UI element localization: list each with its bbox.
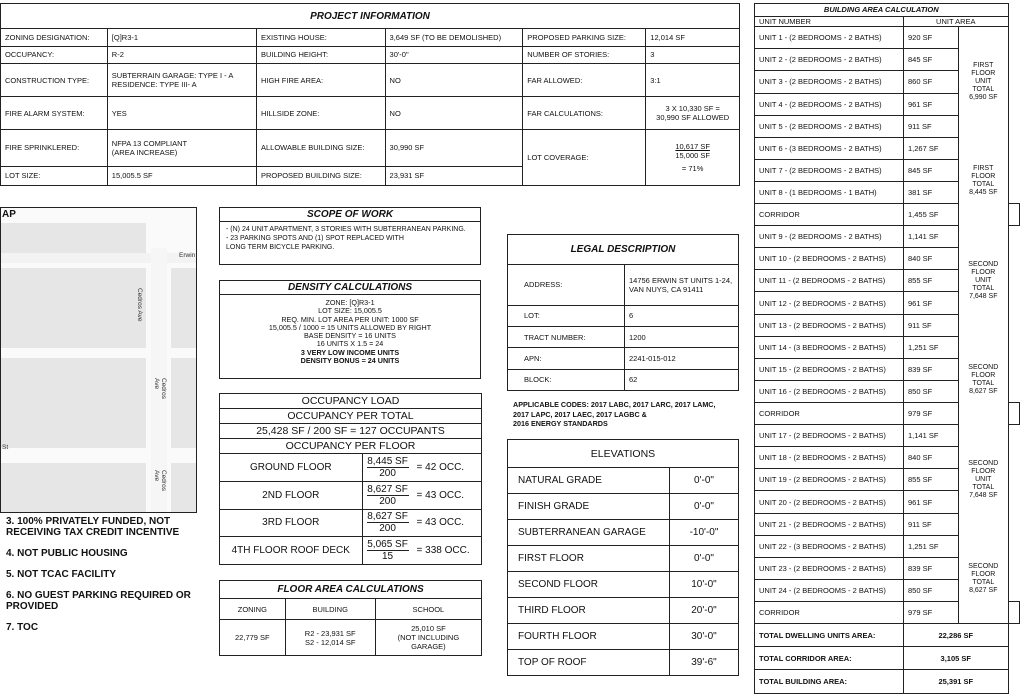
occupancy-result: = 338 OCC. bbox=[413, 537, 482, 565]
total-value: 25,391 SF bbox=[904, 670, 1009, 694]
occupancy-fraction bbox=[362, 481, 413, 509]
elevations-title: ELEVATIONS bbox=[508, 440, 739, 468]
unit-name: CORRIDOR bbox=[755, 602, 904, 624]
density-line: REQ. MIN. LOT AREA PER UNIT: 1000 SF bbox=[281, 314, 419, 324]
unit-name: UNIT 1 - (2 BEDROOMS - 2 BATHS) bbox=[755, 27, 904, 49]
unit-area: 920 SF bbox=[904, 27, 959, 49]
elevation-value: 0'-0" bbox=[670, 494, 739, 520]
unit-row bbox=[755, 226, 1020, 248]
floor-name: GROUND FLOOR bbox=[220, 454, 363, 482]
scope-of-work bbox=[219, 207, 481, 265]
unit-area: 839 SF bbox=[904, 358, 959, 380]
lot-coverage-denominator: 15,000 SF bbox=[675, 151, 710, 161]
elevation-value: 0'-0" bbox=[670, 546, 739, 572]
unit-area: 855 SF bbox=[904, 270, 959, 292]
unit-row bbox=[755, 425, 1020, 447]
unit-area: 911 SF bbox=[904, 314, 959, 336]
floor-area-value: 22,779 SF bbox=[220, 620, 286, 656]
total-row bbox=[755, 647, 1020, 670]
unit-area: 961 SF bbox=[904, 491, 959, 513]
lot-coverage-result: = 71% bbox=[681, 164, 704, 174]
total-row bbox=[755, 670, 1020, 694]
elevation-row bbox=[508, 649, 739, 675]
unit-area: 961 SF bbox=[904, 292, 959, 314]
note-item: 5. NOT TCAC FACILITY bbox=[6, 569, 116, 580]
info-label: FIRE SPRINKLERED: bbox=[1, 130, 108, 167]
elevation-row bbox=[508, 468, 739, 494]
occupancy-fraction bbox=[362, 454, 413, 482]
info-value: 15,005.5 SF bbox=[107, 166, 256, 185]
info-label: PROPOSED PARKING SIZE: bbox=[523, 29, 646, 46]
total-row bbox=[755, 624, 1020, 647]
elevation-label: FINISH GRADE bbox=[508, 494, 670, 520]
scope-text: - (N) 24 UNIT APARTMENT, 3 STORIES WITH SUBTERRANEAN PARKING. - 23 PARKING SPOTS AND (1) SPOT REPLACED WITH LONG TERM BICYCLE PARKING. bbox=[226, 226, 466, 251]
density-calculations bbox=[219, 280, 481, 379]
info-label: BUILDING HEIGHT: bbox=[256, 46, 385, 63]
unit-name: UNIT 16 - (2 BEDROOMS - 2 BATHS) bbox=[755, 380, 904, 402]
info-value: 30,990 SF bbox=[385, 130, 523, 167]
elevation-row bbox=[508, 597, 739, 623]
info-label: LOT SIZE: bbox=[1, 166, 108, 185]
unit-area: 840 SF bbox=[904, 447, 959, 469]
col-unit-number: UNIT NUMBER bbox=[755, 16, 904, 27]
note-item: 3. 100% PRIVATELY FUNDED, NOT RECEIVING TAX CREDIT INCENTIVE bbox=[6, 516, 180, 538]
unit-name: UNIT 6 - (3 BEDROOMS - 2 BATHS) bbox=[755, 137, 904, 159]
occupancy-floor-row bbox=[220, 481, 482, 509]
density-line: 15,005.5 / 1000 = 15 UNITS ALLOWED BY RIGHT bbox=[268, 322, 432, 332]
unit-area: 1,455 SF bbox=[904, 204, 959, 226]
floor-area-table bbox=[219, 580, 482, 656]
lot-coverage-numerator: 10,617 SF bbox=[675, 142, 710, 152]
legal-value: 2241-015-012 bbox=[625, 348, 739, 369]
legal-value: 62 bbox=[625, 369, 739, 390]
floor-area-header: BUILDING bbox=[285, 599, 375, 620]
unit-name: UNIT 20 - (2 BEDROOMS - 2 BATHS) bbox=[755, 491, 904, 513]
info-value: 3:1 bbox=[646, 64, 740, 97]
fraction-numerator: 5,065 SF bbox=[367, 539, 408, 551]
applicable-codes: APPLICABLE CODES: 2017 LABC, 2017 LARC, 2017 LAMC, 2017 LAPC, 2017 LAEC, 2017 LAGBC & 2016 ENERGY STANDARDS bbox=[513, 400, 716, 428]
elevation-value: 0'-0" bbox=[670, 468, 739, 494]
info-label: PROPOSED BUILDING SIZE: bbox=[256, 166, 385, 185]
unit-name: UNIT 24 - (2 BEDROOMS - 2 BATHS) bbox=[755, 579, 904, 601]
unit-area: 979 SF bbox=[904, 602, 959, 624]
unit-area: 855 SF bbox=[904, 469, 959, 491]
occupancy-title: OCCUPANCY LOAD bbox=[220, 394, 482, 409]
info-value: 30'-0" bbox=[385, 46, 523, 63]
unit-name: UNIT 5 - (2 BEDROOMS - 2 BATHS) bbox=[755, 115, 904, 137]
unit-name: UNIT 17 - (2 BEDROOMS - 2 BATHS) bbox=[755, 425, 904, 447]
density-line: BASE DENSITY = 16 UNITS bbox=[304, 331, 396, 341]
elevation-label: SECOND FLOOR bbox=[508, 572, 670, 598]
notes-list bbox=[6, 516, 206, 643]
elevation-value: 39'-6" bbox=[670, 649, 739, 675]
unit-name: UNIT 11 - (2 BEDROOMS - 2 BATHS) bbox=[755, 270, 904, 292]
fraction-denominator: 15 bbox=[381, 551, 394, 563]
total-value: 3,105 SF bbox=[904, 647, 1009, 670]
unit-name: UNIT 22 - (3 BEDROOMS - 2 BATHS) bbox=[755, 535, 904, 557]
legal-label: APN: bbox=[508, 348, 625, 369]
unit-area: 1,141 SF bbox=[904, 425, 959, 447]
occupancy-floor-row bbox=[220, 454, 482, 482]
legal-title: LEGAL DESCRIPTION bbox=[508, 235, 739, 265]
info-value: 23,931 SF bbox=[385, 166, 523, 185]
total-label: TOTAL DWELLING UNITS AREA: bbox=[755, 624, 904, 647]
info-label: NUMBER OF STORIES: bbox=[523, 46, 646, 63]
unit-area: 1,251 SF bbox=[904, 336, 959, 358]
elevation-label: TOP OF ROOF bbox=[508, 649, 670, 675]
info-value: 3,649 SF (TO BE DEMOLISHED) bbox=[385, 29, 523, 46]
info-value: NO bbox=[385, 97, 523, 130]
unit-area: 860 SF bbox=[904, 71, 959, 93]
info-label: ALLOWABLE BUILDING SIZE: bbox=[256, 130, 385, 167]
info-label: HILLSIDE ZONE: bbox=[256, 97, 385, 130]
legal-value: 6 bbox=[625, 305, 739, 326]
info-label: FAR CALCULATIONS: bbox=[523, 97, 646, 130]
floor-area-title: FLOOR AREA CALCULATIONS bbox=[220, 581, 482, 599]
occupancy-per-total-label: OCCUPANCY PER TOTAL bbox=[220, 409, 482, 424]
unit-name: UNIT 3 - (2 BEDROOMS - 2 BATHS) bbox=[755, 71, 904, 93]
density-line: ZONE: [Q]R3-1 bbox=[325, 298, 375, 307]
info-value: 3 bbox=[646, 46, 740, 63]
elevation-value: 30'-0" bbox=[670, 623, 739, 649]
occupancy-fraction bbox=[362, 509, 413, 537]
legal-label: LOT: bbox=[508, 305, 625, 326]
street-label: St bbox=[2, 444, 9, 451]
floor-area-value: R2 - 23,931 SF S2 - 12,014 SF bbox=[285, 620, 375, 656]
total-label: TOTAL BUILDING AREA: bbox=[755, 670, 904, 694]
legal-row bbox=[508, 326, 739, 347]
floor-group-blank bbox=[1008, 204, 1019, 226]
elevation-value: 20'-0" bbox=[670, 597, 739, 623]
unit-area: 911 SF bbox=[904, 513, 959, 535]
unit-name: UNIT 9 - (2 BEDROOMS - 2 BATHS) bbox=[755, 226, 904, 248]
elevation-value: 10'-0" bbox=[670, 572, 739, 598]
occupancy-per-floor-label: OCCUPANCY PER FLOOR bbox=[220, 439, 482, 454]
elevations-table bbox=[507, 439, 739, 676]
floor-group-total: SECOND FLOOR TOTAL 8,627 SF bbox=[959, 535, 1009, 623]
vicinity-map bbox=[0, 207, 197, 513]
floor-group-total: FIRST FLOOR UNIT TOTAL 6,990 SF bbox=[959, 27, 1009, 138]
info-value: YES bbox=[107, 97, 256, 130]
project-info-title: PROJECT INFORMATION bbox=[310, 10, 430, 22]
elevation-row bbox=[508, 572, 739, 598]
building-area-title: BUILDING AREA CALCULATION bbox=[755, 4, 1009, 17]
unit-row bbox=[755, 137, 1020, 159]
info-label: FIRE ALARM SYSTEM: bbox=[1, 97, 108, 130]
info-label: LOT COVERAGE: bbox=[523, 130, 646, 186]
total-value: 22,286 SF bbox=[904, 624, 1009, 647]
info-value: R-2 bbox=[107, 46, 256, 63]
street-label: Cedros Ave bbox=[153, 470, 167, 491]
occupancy-floor-row bbox=[220, 509, 482, 537]
info-label: FAR ALLOWED: bbox=[523, 64, 646, 97]
unit-name: UNIT 2 - (2 BEDROOMS - 2 BATHS) bbox=[755, 49, 904, 71]
building-area-table bbox=[754, 3, 1020, 694]
info-value: NO bbox=[385, 64, 523, 97]
map-title: AP bbox=[2, 209, 16, 220]
elevation-label: FOURTH FLOOR bbox=[508, 623, 670, 649]
floor-group-total: FIRST FLOOR TOTAL 8,445 SF bbox=[959, 137, 1009, 225]
fraction-denominator: 200 bbox=[379, 495, 396, 507]
info-value: [Q]R3-1 bbox=[107, 29, 256, 46]
street-label: Erwin bbox=[179, 252, 196, 259]
info-value: NFPA 13 COMPLIANT (AREA INCREASE) bbox=[107, 130, 256, 167]
occupancy-fraction bbox=[362, 537, 413, 565]
occupancy-total-calc: 25,428 SF / 200 SF = 127 OCCUPANTS bbox=[220, 424, 482, 439]
fraction-numerator: 8,445 SF bbox=[367, 455, 408, 467]
unit-area: 1,141 SF bbox=[904, 226, 959, 248]
unit-name: UNIT 7 - (2 BEDROOMS - 2 BATHS) bbox=[755, 159, 904, 181]
unit-area: 850 SF bbox=[904, 380, 959, 402]
scope-title: SCOPE OF WORK bbox=[220, 208, 480, 222]
unit-row bbox=[755, 27, 1020, 49]
legal-label: TRACT NUMBER: bbox=[508, 326, 625, 347]
floor-group-blank bbox=[1008, 602, 1019, 624]
unit-name: UNIT 8 - (1 BEDROOMS - 1 BATH) bbox=[755, 181, 904, 203]
legal-row bbox=[508, 305, 739, 326]
density-bold-line: 3 VERY LOW INCOME UNITS bbox=[300, 347, 400, 357]
col-unit-area: UNIT AREA bbox=[904, 16, 1009, 27]
floor-group-total: SECOND FLOOR TOTAL 8,627 SF bbox=[959, 336, 1009, 424]
unit-row bbox=[755, 535, 1020, 557]
project-info-row bbox=[1, 64, 740, 97]
unit-area: 911 SF bbox=[904, 115, 959, 137]
unit-name: UNIT 21 - (2 BEDROOMS - 2 BATHS) bbox=[755, 513, 904, 535]
legal-description-table bbox=[507, 234, 739, 391]
info-label: HIGH FIRE AREA: bbox=[256, 64, 385, 97]
info-value: 3 X 10,330 SF = 30,990 SF ALLOWED bbox=[646, 97, 740, 130]
unit-area: 840 SF bbox=[904, 248, 959, 270]
elevation-row bbox=[508, 623, 739, 649]
unit-area: 381 SF bbox=[904, 181, 959, 203]
project-info-row bbox=[1, 97, 740, 130]
floor-area-header: SCHOOL bbox=[375, 599, 481, 620]
unit-name: UNIT 23 - (2 BEDROOMS - 2 BATHS) bbox=[755, 557, 904, 579]
unit-area: 850 SF bbox=[904, 579, 959, 601]
density-line: 16 UNITS X 1.5 = 24 bbox=[316, 339, 384, 349]
unit-name: UNIT 13 - (2 BEDROOMS - 2 BATHS) bbox=[755, 314, 904, 336]
unit-area: 1,251 SF bbox=[904, 535, 959, 557]
note-item: 4. NOT PUBLIC HOUSING bbox=[6, 548, 128, 559]
info-value: SUBTERRAIN GARAGE: TYPE I - A RESIDENCE: TYPE III- A bbox=[107, 64, 256, 97]
fraction-numerator: 8,627 SF bbox=[367, 511, 408, 523]
project-info-table bbox=[0, 3, 740, 186]
density-bold-line: DENSITY BONUS = 24 UNITS bbox=[300, 356, 400, 366]
unit-row bbox=[755, 336, 1020, 358]
elevation-label: NATURAL GRADE bbox=[508, 468, 670, 494]
fraction-denominator: 200 bbox=[379, 467, 396, 479]
elevation-label: FIRST FLOOR bbox=[508, 546, 670, 572]
legal-value: 1200 bbox=[625, 326, 739, 347]
floor-group-blank bbox=[1008, 403, 1019, 425]
density-title: DENSITY CALCULATIONS bbox=[220, 281, 480, 295]
info-label: CONSTRUCTION TYPE: bbox=[1, 64, 108, 97]
elevation-row bbox=[508, 520, 739, 546]
floor-area-header: ZONING bbox=[220, 599, 286, 620]
density-line: LOT SIZE: 15,005.5 bbox=[318, 306, 382, 316]
occupancy-result: = 43 OCC. bbox=[413, 481, 482, 509]
info-label: EXISTING HOUSE: bbox=[256, 29, 385, 46]
legal-value: 14756 ERWIN ST UNITS 1-24, VAN NUYS, CA 91411 bbox=[625, 264, 739, 305]
legal-row bbox=[508, 264, 739, 305]
unit-area: 961 SF bbox=[904, 93, 959, 115]
unit-name: UNIT 19 - (2 BEDROOMS - 2 BATHS) bbox=[755, 469, 904, 491]
street-label: Cedros Ave bbox=[136, 288, 143, 322]
unit-name: UNIT 18 - (2 BEDROOMS - 2 BATHS) bbox=[755, 447, 904, 469]
elevation-row bbox=[508, 494, 739, 520]
floor-name: 3RD FLOOR bbox=[220, 509, 363, 537]
elevation-value: -10'-0" bbox=[670, 520, 739, 546]
floor-name: 2ND FLOOR bbox=[220, 481, 363, 509]
unit-area: 1,267 SF bbox=[904, 137, 959, 159]
project-info-row bbox=[1, 29, 740, 46]
occupancy-floor-row bbox=[220, 537, 482, 565]
legal-row bbox=[508, 369, 739, 390]
occupancy-load-table bbox=[219, 393, 482, 565]
elevation-label: THIRD FLOOR bbox=[508, 597, 670, 623]
floor-group-total: SECOND FLOOR UNIT TOTAL 7,648 SF bbox=[959, 425, 1009, 536]
occupancy-result: = 42 OCC. bbox=[413, 454, 482, 482]
floor-group-total: SECOND FLOOR UNIT TOTAL 7,648 SF bbox=[959, 226, 1009, 337]
total-label: TOTAL CORRIDOR AREA: bbox=[755, 647, 904, 670]
unit-area: 839 SF bbox=[904, 557, 959, 579]
unit-name: UNIT 15 - (2 BEDROOMS - 2 BATHS) bbox=[755, 358, 904, 380]
street-label: Cedros Ave bbox=[153, 378, 167, 399]
legal-row bbox=[508, 348, 739, 369]
unit-name: CORRIDOR bbox=[755, 403, 904, 425]
fraction-numerator: 8,627 SF bbox=[367, 483, 408, 495]
floor-name: 4TH FLOOR ROOF DECK bbox=[220, 537, 363, 565]
floor-area-value: 25,010 SF (NOT INCLUDING GARAGE) bbox=[375, 620, 481, 656]
legal-label: ADDRESS: bbox=[508, 264, 625, 305]
project-info-row bbox=[1, 130, 740, 167]
elevation-row bbox=[508, 546, 739, 572]
info-label: OCCUPANCY: bbox=[1, 46, 108, 63]
unit-name: UNIT 4 - (2 BEDROOMS - 2 BATHS) bbox=[755, 93, 904, 115]
note-item: 6. NO GUEST PARKING REQUIRED OR PROVIDED bbox=[6, 590, 191, 612]
info-label: ZONING DESIGNATION: bbox=[1, 29, 108, 46]
unit-name: UNIT 10 - (2 BEDROOMS - 2 BATHS) bbox=[755, 248, 904, 270]
unit-name: CORRIDOR bbox=[755, 204, 904, 226]
elevation-label: SUBTERRANEAN GARAGE bbox=[508, 520, 670, 546]
info-value: 12,014 SF bbox=[646, 29, 740, 46]
note-item: 7. TOC bbox=[6, 622, 39, 633]
project-info-row bbox=[1, 46, 740, 63]
unit-area: 845 SF bbox=[904, 49, 959, 71]
info-value bbox=[646, 130, 740, 186]
unit-area: 845 SF bbox=[904, 159, 959, 181]
unit-area: 979 SF bbox=[904, 403, 959, 425]
occupancy-result: = 43 OCC. bbox=[413, 509, 482, 537]
fraction-denominator: 200 bbox=[379, 523, 396, 535]
unit-name: UNIT 14 - (3 BEDROOMS - 2 BATHS) bbox=[755, 336, 904, 358]
unit-name: UNIT 12 - (2 BEDROOMS - 2 BATHS) bbox=[755, 292, 904, 314]
legal-label: BLOCK: bbox=[508, 369, 625, 390]
